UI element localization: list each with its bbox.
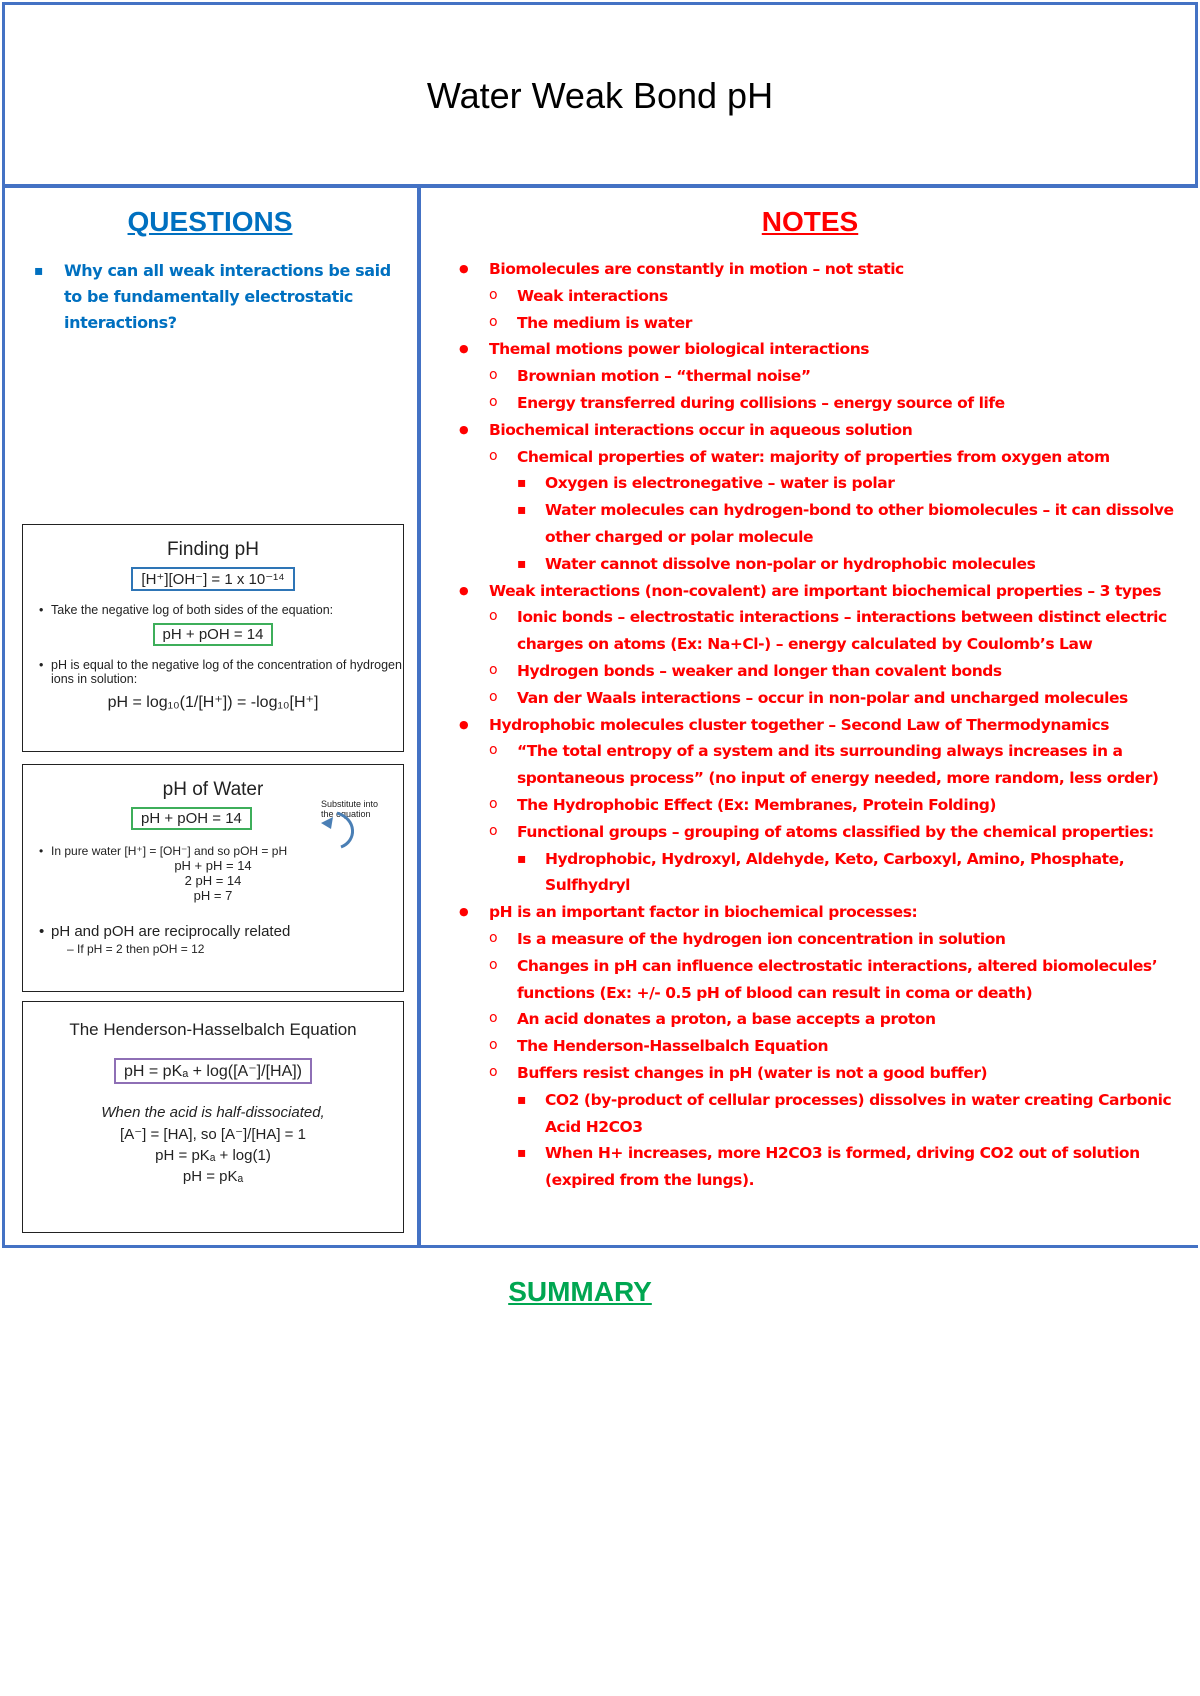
slide-equation-line: [A⁻] = [HA], so [A⁻]/[HA] = 1 (120, 1126, 306, 1143)
left-border (2, 188, 5, 1246)
note-item-level-1: ● Themal motions power biological interactions (456, 336, 1176, 363)
summary-heading: SUMMARY (508, 1276, 652, 1307)
finding-ph-slide (22, 524, 404, 752)
slide-equation-line: pH = pKₐ + log(1) (155, 1147, 271, 1164)
slide-equation-line: pH + pH = 14 (174, 858, 252, 873)
note-item-level-3: ▪ Water molecules can hydrogen-bond to other biomolecules – it can dissolve other charged or polar molecule (456, 497, 1176, 551)
note-item-level-3: ▪ CO2 (by-product of cellular processes) dissolves in water creating Carbonic Acid H2CO3 (456, 1087, 1176, 1141)
equation-box: pH + pOH = 14 (131, 807, 252, 830)
questions-heading: QUESTIONS (127, 206, 293, 237)
slide-title: The Henderson-Hasselbalch Equation (69, 1020, 357, 1039)
note-item-level-2: o The Hydrophobic Effect (Ex: Membranes, Protein Folding) (456, 792, 1176, 819)
note-item-level-1: ● Weak interactions (non-covalent) are important biochemical properties – 3 types (456, 578, 1176, 605)
notes-list (456, 256, 1176, 1194)
page-title: Water Weak Bond pH (426, 75, 774, 116)
slide-bullet: • pH and pOH are reciprocally related (51, 923, 403, 940)
title-box (2, 2, 1198, 188)
slide-sub-note: – If pH = 2 then pOH = 12 (67, 942, 205, 956)
slide-equation-line: pH = pKₐ (182, 1168, 244, 1185)
questions-list (30, 258, 400, 336)
slide-title: Finding pH (167, 539, 259, 560)
note-item-level-3: ▪ Oxygen is electronegative – water is polar (456, 470, 1176, 497)
notes-section (456, 256, 1176, 1194)
notes-heading: NOTES (761, 206, 859, 237)
note-item-level-3: ▪ When H+ increases, more H2CO3 is formed, driving CO2 out of solution (expired from the lungs). (456, 1140, 1176, 1194)
slide-bullet: • Take the negative log of both sides of the equation: (51, 603, 403, 617)
equation-box: pH + pOH = 14 (153, 623, 274, 646)
note-item-level-2: o Van der Waals interactions – occur in non-polar and uncharged molecules (456, 685, 1176, 712)
equation-box: pH = pKₐ + log([A⁻]/[HA]) (114, 1058, 312, 1084)
note-item-level-2: o The medium is water (456, 310, 1176, 337)
slide-equation-line: When the acid is half-dissociated, (101, 1104, 325, 1121)
note-item-level-3: ▪ Water cannot dissolve non-polar or hydrophobic molecules (456, 551, 1176, 578)
note-item-level-3: ▪ Hydrophobic, Hydroxyl, Aldehyde, Keto, Carboxyl, Amino, Phosphate, Sulfhydryl (456, 846, 1176, 900)
note-item-level-1: ● Biochemical interactions occur in aqueous solution (456, 417, 1176, 444)
note-item-level-2: o The Henderson-Hasselbalch Equation (456, 1033, 1176, 1060)
note-item-level-1: ● pH is an important factor in biochemical processes: (456, 899, 1176, 926)
slide-equation-line: 2 pH = 14 (184, 873, 242, 888)
ph-of-water-slide (22, 764, 404, 992)
column-divider (417, 188, 421, 1246)
note-item-level-2: o Ionic bonds – electrostatic interactions – interactions between distinct electric charges on atoms (Ex: Na+Cl-) – energy calculated by Coulomb’s Law (456, 604, 1176, 658)
note-item-level-2: o Changes in pH can influence electrostatic interactions, altered biomolecules’ functions (Ex: +/- 0.5 pH of blood can result in coma or death) (456, 953, 1176, 1007)
note-item-level-2: o Hydrogen bonds – weaker and longer than covalent bonds (456, 658, 1176, 685)
equation-box: [H⁺][OH⁻] = 1 x 10⁻¹⁴ (131, 567, 294, 591)
note-item-level-2: o Chemical properties of water: majority of properties from oxygen atom (456, 444, 1176, 471)
side-note: Substitute into the equation (321, 799, 379, 819)
note-item-level-2: o “The total entropy of a system and its surrounding always increases in a spontaneous process” (no input of energy needed, more random, less order) (456, 738, 1176, 792)
note-item-level-2: o Is a measure of the hydrogen ion concentration in solution (456, 926, 1176, 953)
summary-divider (2, 1245, 1198, 1248)
note-item-level-2: o Buffers resist changes in pH (water is not a good buffer) (456, 1060, 1176, 1087)
note-item-level-2: o Energy transferred during collisions – energy source of life (456, 390, 1176, 417)
note-item-level-1: ● Biomolecules are constantly in motion – not static (456, 256, 1176, 283)
slide-bullet: • In pure water [H⁺] = [OH⁻] and so pOH = pH (51, 844, 403, 858)
slide-bullet: • pH is equal to the negative log of the concentration of hydrogen ions in solution: (51, 658, 403, 686)
henderson-hasselbalch-slide (22, 1001, 404, 1233)
question-item: ▪ Why can all weak interactions be said to be fundamentally electrostatic interactions? (30, 258, 400, 336)
note-item-level-1: ● Hydrophobic molecules cluster together – Second Law of Thermodynamics (456, 712, 1176, 739)
slide-equation-line: pH = 7 (193, 888, 233, 903)
slide-equation: pH = log₁₀(1/[H⁺]) = -log₁₀[H⁺] (107, 694, 319, 711)
note-item-level-2: o Brownian motion – “thermal noise” (456, 363, 1176, 390)
note-item-level-2: o Functional groups – grouping of atoms classified by the chemical properties: (456, 819, 1176, 846)
slide-title: pH of Water (162, 779, 264, 800)
note-item-level-2: o Weak interactions (456, 283, 1176, 310)
note-item-level-2: o An acid donates a proton, a base accepts a proton (456, 1006, 1176, 1033)
